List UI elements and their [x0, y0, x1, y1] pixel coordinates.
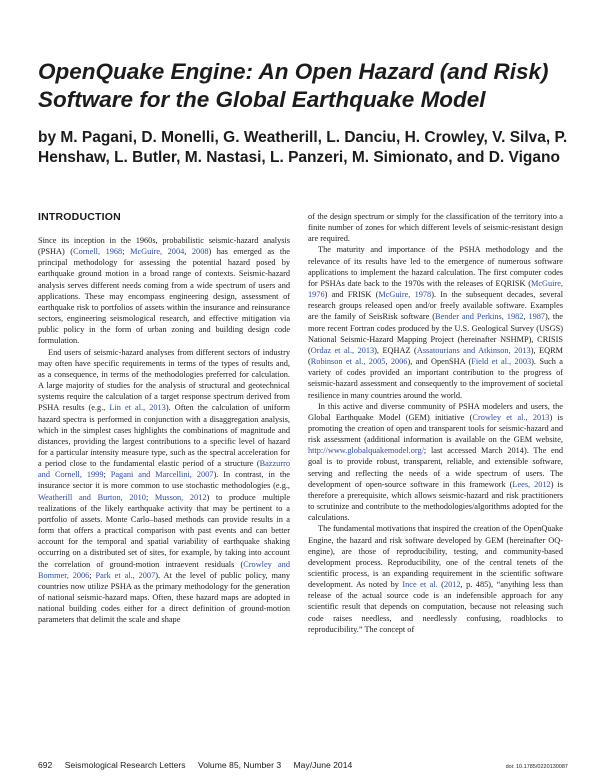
citation-link[interactable]: McGuire, 1976 [308, 278, 563, 300]
right-column [308, 211, 563, 635]
footer-citation [38, 760, 362, 770]
right-paragraph-continued: of the design spectrum or simply for the classification of the territory into a finite number of zones for which different levels of seismic-resistant design are required. [308, 212, 563, 244]
citation-link[interactable]: Lin et al., 2013 [109, 403, 166, 413]
journal-name: Seismological Research Letters [64, 760, 186, 770]
left-paragraph-1: Since its inception in the 1960s, probabilistic seismic-hazard analysis (PSHA) (Cornell, 1968; McGuire, 2004, 2008) has emerged as the principal methodology for assessing the potential hazard posed by earthquake ground motion in a broad range of contexts. Seismic-hazard analysis serves different needs coming from a wide spectrum of users and applications. These may encompass engineering design, assessment of earthquake risk to portfolios of assets within the insurance and reinsurance sectors, engineering seismological research, and effective mitigation via public policy in the form of urban zoning and building design code formulation. [38, 236, 290, 346]
citation-link[interactable]: Cornell, 1968 [73, 247, 123, 257]
citation-link[interactable]: Lees, 2012 [512, 479, 551, 489]
volume-number: Volume 85, Number 3 [197, 760, 282, 770]
citation-link[interactable]: Assatourians and Atkinson, 2013 [416, 345, 531, 355]
left-column [38, 235, 290, 625]
article-title-line-1: OpenQuake Engine: An Open Hazard (and Risk) [38, 59, 549, 84]
doi: doi: 10.1785/0220130087 [505, 764, 568, 770]
article-title [38, 58, 568, 114]
citation-link[interactable]: Crowley et al., 2013 [472, 412, 550, 422]
citation-link[interactable]: Ince et al. [402, 580, 438, 590]
citation-link[interactable]: McGuire, 2004 [130, 247, 185, 257]
author-list: by M. Pagani, D. Monelli, G. Weatherill, L. Danciu, H. Crowley, V. Silva, P. Henshaw, L. Butler, M. Nastasi, L. Panzeri, M. Simionato, and D. Vigano [38, 129, 568, 166]
citation-link[interactable]: 2006 [390, 357, 408, 367]
citation-link[interactable]: Bender and Perkins, 1982 [435, 312, 524, 322]
left-paragraph-2: End users of seismic-hazard analyses from different sectors of industry may often have specific requirements in terms of the types of results and, as a consequence, in terms of the methodologies preferred for calculation. A large majority of studies for the analysis of structural and geotechnical systems require the calculation of a target response spectrum derived from PSHA results (e.g., Lin et al., 2013). Often the calculation of uniform hazard spectra is performed in conjunction with a disaggregation analysis, which in the simplest cases highlights the combinations of magnitude and distances, providing the largest contributions to a specific level of hazard for a particular intensity measure type, such as the spectral acceleration for a period close to the fundamental elastic period of a structure (Bazzurro and Cornell, 1999; Pagani and Marcellini, 2007). In contrast, in the insurance sector it is more common to use stochastic methodologies (e.g., Weatherill and Burton, 2010; Musson, 2012) to produce multiple realizations of the likely earthquake activity that may be pertinent to a portfolio of assets. Monte Carlo–based methods can provide results in a form that offers a practical comparison with past events and can better account for the temporal and spatial variability of earthquake shaking occurring on a distributed set of sites, for example, by taking into account the correlation of ground-motion intraevent residuals (Crowley and Bommer, 2006; Park et al., 2007). At the level of public policy, many countries now utilize PSHA as the primary methodology for the generation of national seismic-hazard maps. Often, these hazard maps are adopted in national building codes either for a direct definition of ground-motion parameters that delimit the scale and shape [38, 347, 290, 625]
citation-link[interactable]: Bazzurro and Cornell, 1999 [38, 459, 290, 480]
citation-link[interactable]: 2008 [191, 247, 209, 257]
citation-link[interactable]: Musson, 2012 [154, 492, 207, 502]
right-paragraph-1: The maturity and importance of the PSHA methodology and the relevance of its results have led to the emergence of numerous software applications to implement the hazard calculation. The first computer codes for PSHAs date back to the 1970s with the releases of EQRISK (McGuire, 1976) and FRISK (McGuire, 1978). In the subsequent decades, several research groups released open and/or freely available software. Examples are the family of SeisRisk software (Bender and Perkins, 1982, 1987), the more recent Fortran codes produced by the U.S. Geological Survey (USGS) National Seismic-Hazard Mapping Project (hereinafter NSHMP), CRISIS (Ordaz et al., 2013), EQHAZ (Assatourians and Atkinson, 2013), EQRM (Robinson et al., 2005, 2006), and OpenSHA (Field et al., 2003). Such a variety of codes provided an important contribution to the progress of seismic-hazard assessment and consequently to the improvement of societal resilience in many countries around the world. [308, 245, 564, 400]
section-heading-introduction: INTRODUCTION [38, 211, 121, 223]
gem-website-link[interactable]: http://www.globalquakemodel.org/ [308, 446, 424, 456]
citation-link[interactable]: 1987 [528, 312, 546, 322]
citation-link[interactable]: Field et al., 2003 [471, 357, 532, 367]
citation-link[interactable]: McGuire, 1978 [378, 290, 432, 300]
citation-link[interactable]: Weatherill and Burton, 2010 [38, 492, 146, 502]
citation-link[interactable]: Pagani and Marcellini, 2007 [110, 470, 214, 480]
issue-date: May/June 2014 [293, 760, 353, 770]
citation-link[interactable]: 2012 [443, 580, 461, 590]
citation-link[interactable]: Robinson et al., 2005 [310, 357, 386, 367]
citation-link[interactable]: Ordaz et al., 2013 [310, 345, 375, 355]
right-paragraph-3: The fundamental motivations that inspired the creation of the OpenQuake Engine, the hazard and risk software developed by GEM (hereinafter OQ-engine), are those of reproducibility, testing, and community-based development process. Reproducibility, one of the central tenets of the scientific process, is an expanding requirement in the scientific software development. As noted by Ince et al. (2012, p. 485), “anything less than release of the actual source code is an indefensible approach for any scientific result that depends on computation, because not releasing such code raises needless, and needlessly confusing, roadblocks to reproducibility.” The concept of [308, 524, 563, 634]
page-footer [38, 760, 568, 770]
page-number: 692 [38, 760, 53, 770]
citation-link[interactable]: Park et al., 2007 [95, 570, 156, 580]
citation-link[interactable]: Crowley and Bommer, 2006 [38, 559, 290, 580]
article-title-line-2: Software for the Global Earthquake Model [38, 87, 486, 112]
right-paragraph-2: In this active and diverse community of PSHA modelers and users, the Global Earthquake Model (GEM) initiative (Crowley et al., 2013) is promoting the creation of open and transparent tools for seismic-hazard and risk assessment (additional information is available on the GEM website, http://www.globalquakemodel.org/; last accessed March 2014). The end goal is to provide robust, transparent, reliable, and extensible software, serving and reflecting the needs of a wide spectrum of users. The development of open-source software in this framework (Lees, 2012) is therefore a prerequisite, which allows seismic-hazard and risk practitioners to scrutinize and contribute to the methodologies/algorithms adopted for the calculations. [308, 401, 564, 523]
